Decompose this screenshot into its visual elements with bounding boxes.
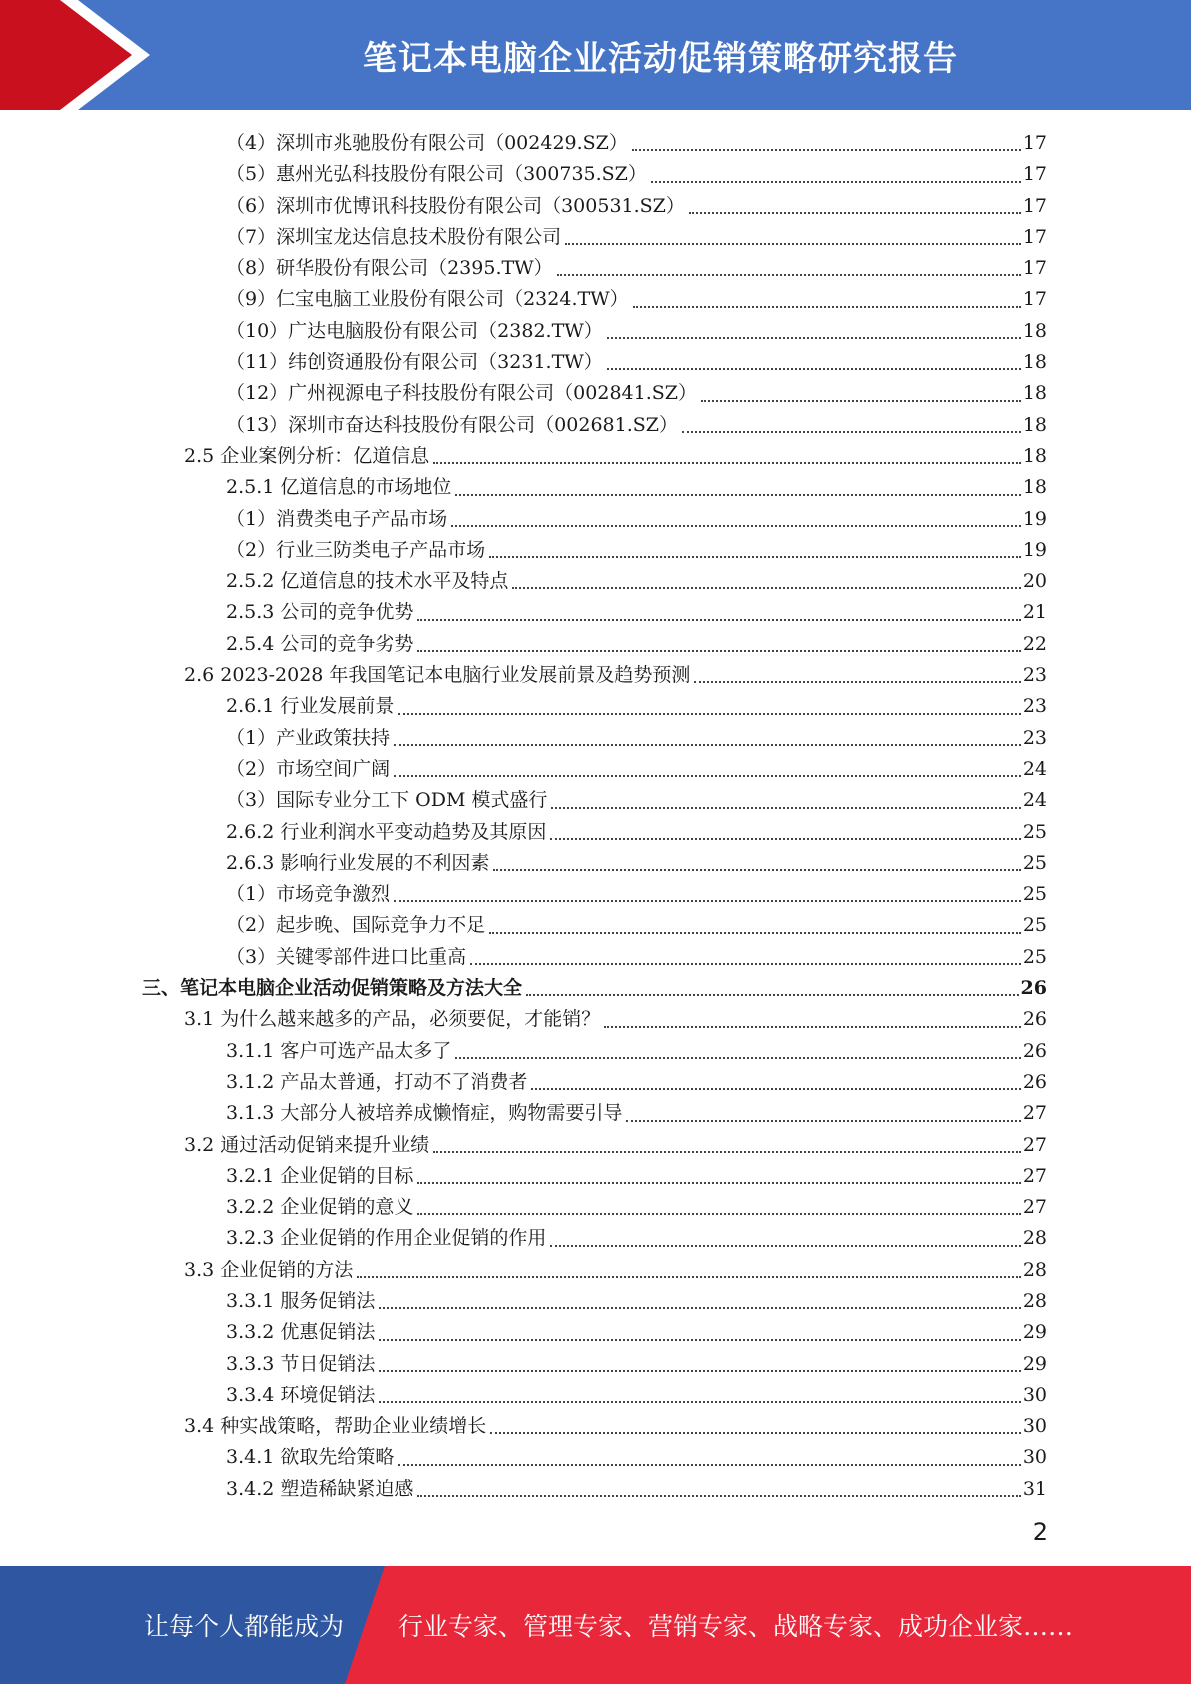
- toc-dot-leader: [694, 681, 1020, 683]
- toc-dot-leader: [632, 149, 1021, 151]
- toc-dot-leader: [565, 243, 1021, 245]
- toc-dot-leader: [394, 744, 1021, 746]
- toc-dot-leader: [682, 431, 1021, 433]
- toc-entry-page: 24: [1022, 757, 1047, 780]
- toc-entry[interactable]: [0, 1411, 1191, 1442]
- toc-entry-page: 17: [1022, 163, 1047, 186]
- toc-entry[interactable]: [0, 284, 1191, 315]
- toc-entry-page: 21: [1022, 601, 1047, 624]
- footer-slogan-left: 让每个人都能成为: [144, 1612, 345, 1641]
- toc-entry-label: 2.6.2 行业利润水平变动趋势及其原因: [226, 820, 547, 843]
- toc-dot-leader: [433, 462, 1021, 464]
- toc-dot-leader: [417, 1182, 1020, 1184]
- toc-entry-page: 18: [1022, 351, 1047, 374]
- toc-entry-page: 19: [1022, 507, 1047, 530]
- toc-entry-page: 26: [1020, 977, 1047, 1000]
- toc-entry[interactable]: [0, 566, 1191, 597]
- toc-entry-label: 3.3.1 服务促销法: [226, 1289, 376, 1312]
- toc-entry[interactable]: [0, 410, 1191, 441]
- toc-entry-page: 27: [1022, 1102, 1047, 1125]
- toc-entry-label: （2）市场空间广阔: [226, 757, 391, 780]
- toc-dot-leader: [379, 1370, 1020, 1372]
- toc-entry[interactable]: [0, 316, 1191, 347]
- toc-entry[interactable]: [0, 1286, 1191, 1317]
- toc-dot-leader: [379, 1401, 1020, 1403]
- toc-entry[interactable]: [0, 723, 1191, 754]
- toc-entry-page: 29: [1022, 1352, 1047, 1375]
- toc-dot-leader: [607, 368, 1021, 370]
- toc-entry-label: 2.5.3 公司的竞争优势: [226, 601, 414, 624]
- toc-entry-label: （13）深圳市奋达科技股份有限公司（002681.SZ）: [226, 413, 678, 436]
- toc-entry-label: 2.5.4 公司的竞争劣势: [226, 632, 414, 655]
- toc-entry[interactable]: [0, 848, 1191, 879]
- toc-entry[interactable]: [0, 472, 1191, 503]
- toc-entry-page: 27: [1022, 1196, 1047, 1219]
- toc-entry-label: （4）深圳市兆驰股份有限公司（002429.SZ）: [226, 132, 628, 154]
- toc-dot-leader: [526, 994, 1019, 996]
- toc-entry-page: 25: [1022, 883, 1047, 906]
- toc-dot-leader: [417, 650, 1020, 652]
- toc-entry-page: 18: [1022, 382, 1047, 405]
- toc-entry-page: 18: [1022, 476, 1047, 499]
- toc-entry[interactable]: [0, 1004, 1191, 1035]
- toc-entry[interactable]: [0, 1349, 1191, 1380]
- toc-entry-label: （6）深圳市优博讯科技股份有限公司（300531.SZ）: [226, 194, 685, 217]
- toc-entry-page: 17: [1022, 132, 1047, 154]
- toc-dot-leader: [455, 494, 1020, 496]
- toc-entry-label: 3.4 种实战策略，帮助企业业绩增长: [184, 1415, 487, 1438]
- toc-dot-leader: [604, 1026, 1021, 1028]
- toc-entry[interactable]: [0, 1067, 1191, 1098]
- toc-dot-leader: [433, 1151, 1021, 1153]
- toc-entry[interactable]: [0, 1223, 1191, 1254]
- toc-entry[interactable]: [0, 1255, 1191, 1286]
- toc-dot-leader: [489, 932, 1021, 934]
- toc-entry[interactable]: [0, 691, 1191, 722]
- toc-dot-leader: [417, 619, 1020, 621]
- toc-entry-label: 3.2.2 企业促销的意义: [226, 1196, 414, 1219]
- toc-entry-page: 25: [1022, 820, 1047, 843]
- toc-entry-page: 22: [1022, 632, 1047, 655]
- toc-entry-page: 18: [1022, 444, 1047, 467]
- toc-entry[interactable]: [0, 347, 1191, 378]
- toc-dot-leader: [357, 1276, 1021, 1278]
- toc-entry[interactable]: [0, 879, 1191, 910]
- toc-dot-leader: [626, 1120, 1020, 1122]
- toc-entry-page: 28: [1022, 1258, 1047, 1281]
- toc-entry[interactable]: [0, 1036, 1191, 1067]
- toc-dot-leader: [512, 587, 1020, 589]
- toc-entry-page: 18: [1022, 319, 1047, 342]
- footer-slogan-right: 行业专家、管理专家、营销专家、战略专家、成功企业家……: [398, 1612, 1074, 1641]
- toc-dot-leader: [470, 963, 1021, 965]
- toc-entry-page: 17: [1022, 257, 1047, 280]
- toc-entry-page: 17: [1022, 194, 1047, 217]
- toc-entry-label: 2.6 2023-2028 年我国笔记本电脑行业发展前景及趋势预测: [184, 664, 691, 687]
- toc-dot-leader: [633, 306, 1021, 308]
- toc-entry-page: 28: [1022, 1227, 1047, 1250]
- header-red-chevron-icon: [0, 0, 150, 110]
- toc-entry[interactable]: [0, 159, 1191, 190]
- toc-dot-leader: [557, 274, 1021, 276]
- page-number: 2: [1032, 1518, 1048, 1546]
- toc-entry-label: 3.4.2 塑造稀缺紧迫感: [226, 1477, 414, 1500]
- toc-entry[interactable]: [0, 535, 1191, 566]
- toc-entry-page: 17: [1022, 225, 1047, 248]
- toc-entry-page: 27: [1022, 1164, 1047, 1187]
- toc-entry[interactable]: [0, 1317, 1191, 1348]
- toc-entry-label: 2.5 企业案例分析：亿道信息: [184, 444, 430, 467]
- toc-entry-page: 30: [1022, 1383, 1047, 1406]
- toc-dot-leader: [455, 1057, 1020, 1059]
- toc-entry[interactable]: [0, 754, 1191, 785]
- toc-entry-label: （2）行业三防类电子产品市场: [226, 538, 486, 561]
- toc-entry-page: 27: [1022, 1133, 1047, 1156]
- toc-entry[interactable]: [0, 1380, 1191, 1411]
- toc-entry-label: （11）纬创资通股份有限公司（3231.TW）: [226, 351, 603, 374]
- toc-dot-leader: [489, 556, 1021, 558]
- toc-dot-leader: [417, 1495, 1020, 1497]
- toc-entry[interactable]: [0, 1192, 1191, 1223]
- toc-dot-leader: [398, 1464, 1020, 1466]
- toc-entry-page: 30: [1022, 1415, 1047, 1438]
- toc-entry-label: 3.2 通过活动促销来提升业绩: [184, 1133, 430, 1156]
- toc-entry-page: 23: [1022, 664, 1047, 687]
- toc-entry-label: （2）起步晚、国际竞争力不足: [226, 914, 486, 937]
- toc-dot-leader: [451, 525, 1021, 527]
- page-footer: [0, 1566, 1191, 1684]
- toc-dot-leader: [550, 1245, 1020, 1247]
- page-header: [0, 0, 1191, 110]
- toc-entry[interactable]: [0, 1161, 1191, 1192]
- toc-entry-page: 24: [1022, 789, 1047, 812]
- toc-entry-label: （12）广州视源电子科技股份有限公司（002841.SZ）: [226, 382, 697, 405]
- toc-dot-leader: [531, 1088, 1020, 1090]
- toc-dot-leader: [490, 1432, 1021, 1434]
- toc-dot-leader: [394, 775, 1021, 777]
- toc-entry-page: 20: [1022, 570, 1047, 593]
- toc-entry[interactable]: [0, 910, 1191, 941]
- toc-entry[interactable]: [0, 629, 1191, 660]
- toc-entry-label: 3.1.1 客户可选产品太多了: [226, 1039, 452, 1062]
- toc-entry-label: 2.6.3 影响行业发展的不利因素: [226, 851, 490, 874]
- toc-entry[interactable]: [0, 785, 1191, 816]
- toc-entry-label: 3.1 为什么越来越多的产品，必须要促，才能销？: [184, 1008, 601, 1031]
- toc-entry-page: 25: [1022, 914, 1047, 937]
- toc-entry[interactable]: [0, 1474, 1191, 1505]
- toc-entry[interactable]: [0, 660, 1191, 691]
- toc-entry[interactable]: [0, 1098, 1191, 1129]
- toc-entry[interactable]: [0, 504, 1191, 535]
- toc-entry-label: 2.5.1 亿道信息的市场地位: [226, 476, 452, 499]
- toc-entry-label: （9）仁宝电脑工业股份有限公司（2324.TW）: [226, 288, 629, 311]
- toc-entry-label: （10）广达电脑股份有限公司（2382.TW）: [226, 319, 603, 342]
- toc-entry-page: 23: [1022, 695, 1047, 718]
- toc-entry-page: 29: [1022, 1321, 1047, 1344]
- toc-entry-page: 26: [1022, 1070, 1047, 1093]
- table-of-contents: [0, 128, 1191, 1505]
- toc-entry-page: 18: [1022, 413, 1047, 436]
- toc-entry-label: 3.3.3 节日促销法: [226, 1352, 376, 1375]
- toc-entry-label: （1）市场竞争激烈: [226, 883, 391, 906]
- toc-dot-leader: [493, 869, 1020, 871]
- toc-entry-label: 3.2.3 企业促销的作用企业促销的作用: [226, 1227, 547, 1250]
- toc-entry-page: 31: [1022, 1477, 1047, 1500]
- toc-dot-leader: [689, 212, 1021, 214]
- toc-entry[interactable]: [0, 441, 1191, 472]
- toc-entry[interactable]: [0, 191, 1191, 222]
- toc-entry[interactable]: [0, 817, 1191, 848]
- toc-entry-label: （1）消费类电子产品市场: [226, 507, 448, 530]
- toc-dot-leader: [379, 1307, 1020, 1309]
- toc-entry[interactable]: [0, 973, 1191, 1004]
- toc-entry-label: （3）国际专业分工下 ODM 模式盛行: [226, 789, 548, 812]
- toc-entry-label: 3.1.3 大部分人被培养成懒惰症，购物需要引导: [226, 1102, 623, 1125]
- toc-dot-leader: [379, 1339, 1020, 1341]
- toc-dot-leader: [398, 713, 1020, 715]
- toc-entry-label: （7）深圳宝龙达信息技术股份有限公司: [226, 225, 562, 248]
- report-title: 笔记本电脑企业活动促销策略研究报告: [363, 38, 958, 79]
- toc-entry-page: 28: [1022, 1289, 1047, 1312]
- toc-entry-label: 3.1.2 产品太普通，打动不了消费者: [226, 1070, 528, 1093]
- toc-entry[interactable]: [0, 128, 1191, 159]
- toc-entry-page: 30: [1022, 1446, 1047, 1469]
- toc-entry-label: 3.4.1 欲取先给策略: [226, 1446, 395, 1469]
- toc-entry-page: 17: [1022, 288, 1047, 311]
- toc-dot-leader: [394, 900, 1021, 902]
- toc-entry[interactable]: [0, 222, 1191, 253]
- toc-entry-label: （5）惠州光弘科技股份有限公司（300735.SZ）: [226, 163, 647, 186]
- toc-entry-page: 19: [1022, 538, 1047, 561]
- toc-entry-page: 25: [1022, 945, 1047, 968]
- toc-dot-leader: [701, 400, 1021, 402]
- toc-entry[interactable]: [0, 1130, 1191, 1161]
- toc-dot-leader: [417, 1213, 1020, 1215]
- toc-entry-label: 2.6.1 行业发展前景: [226, 695, 395, 718]
- toc-entry-page: 26: [1022, 1039, 1047, 1062]
- toc-entry-label: 3.3 企业促销的方法: [184, 1258, 354, 1281]
- toc-dot-leader: [550, 838, 1020, 840]
- toc-entry[interactable]: [0, 1442, 1191, 1473]
- toc-entry-label: 3.2.1 企业促销的目标: [226, 1164, 414, 1187]
- toc-entry[interactable]: [0, 597, 1191, 628]
- toc-entry-label: 3.3.4 环境促销法: [226, 1383, 376, 1406]
- toc-entry[interactable]: [0, 253, 1191, 284]
- toc-dot-leader: [551, 807, 1020, 809]
- toc-entry-label: 3.3.2 优惠促销法: [226, 1321, 376, 1344]
- toc-entry-page: 26: [1022, 1008, 1047, 1031]
- toc-entry[interactable]: [0, 378, 1191, 409]
- toc-entry-label: （1）产业政策扶持: [226, 726, 391, 749]
- toc-entry[interactable]: [0, 942, 1191, 973]
- toc-dot-leader: [651, 181, 1021, 183]
- toc-entry-label: （3）关键零部件进口比重高: [226, 945, 467, 968]
- toc-entry-label: （8）研华股份有限公司（2395.TW）: [226, 257, 553, 280]
- toc-entry-label: 2.5.2 亿道信息的技术水平及特点: [226, 570, 509, 593]
- toc-dot-leader: [607, 337, 1021, 339]
- toc-entry-page: 25: [1022, 851, 1047, 874]
- toc-entry-label: 三、笔记本电脑企业活动促销策略及方法大全: [142, 977, 523, 1000]
- toc-entry-page: 23: [1022, 726, 1047, 749]
